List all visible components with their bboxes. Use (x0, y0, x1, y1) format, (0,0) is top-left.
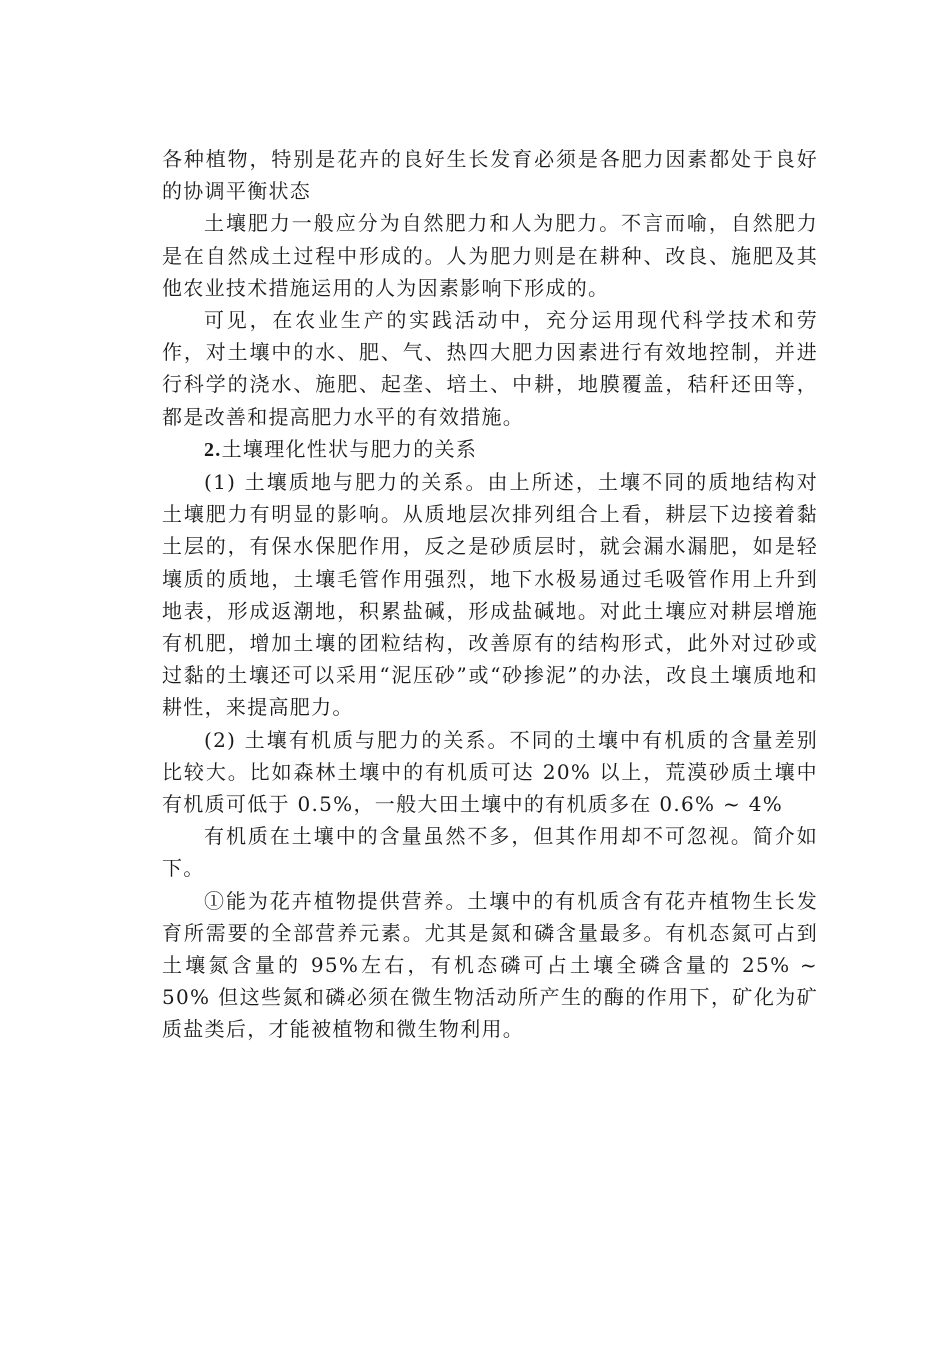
body-text (162, 143, 818, 1046)
paragraph-1: 各种植物，特别是花卉的良好生长发育必须是各肥力因素都处于良好的协调平衡状态 (162, 147, 818, 204)
paragraph-5: (2) 土壤有机质与肥力的关系。不同的土壤中有机质的含量差别比较大。比如森林土壤中的有机质可达 20% 以上，荒漠砂质土壤中有机质可低于 0.5%，一般大田土壤中的有机质多在 0.6% ~ 4% (162, 727, 818, 817)
section-number: 2. (204, 438, 222, 461)
paragraph-4: (1) 土壤质地与肥力的关系。由上所述，土壤不同的质地结构对土壤肥力有明显的影响。从质地层次排列组合上看，耕层下边接着黏土层的，有保水保肥作用，反之是砂质层时，就会漏水漏肥，如是轻壤质的质地，土壤毛管作用强烈，地下水极易通过毛吸管作用上升到地表，形成返潮地，积累盐碱，形成盐碱地。对此土壤应对耕层增施有机肥，增加土壤的团粒结构，改善原有的结构形式，此外对过砂或过黏的土壤还可以采用“泥压砂”或“砂掺泥”的办法，改良土壤质地和耕性，来提高肥力。 (162, 470, 818, 720)
section-heading (162, 433, 818, 466)
section-title: 土壤理化性状与肥力的关系 (221, 436, 478, 461)
paragraph-7: ①能为花卉植物提供营养。土壤中的有机质含有花卉植物生长发育所需要的全部营养元素。尤其是氮和磷含量最多。有机态氮可占到土壤氮含量的 95%左右，有机态磷可占土壤全磷含量的 25% ~ 50% 但这些氮和磷必须在微生物活动所产生的酶的作用下，矿化为矿质盐类后，才能被植物和微生物利用。 (162, 888, 818, 1042)
paragraph-2: 土壤肥力一般应分为自然肥力和人为肥力。不言而喻，自然肥力是在自然成土过程中形成的。人为肥力则是在耕种、改良、施肥及其他农业技术措施运用的人为因素影响下形成的。 (162, 211, 818, 300)
paragraph-3: 可见，在农业生产的实践活动中，充分运用现代科学技术和劳作，对土壤中的水、肥、气、热四大肥力因素进行有效地控制，并进行科学的浇水、施肥、起垄、培土、中耕，地膜覆盖，秸秆还田等，都是改善和提高肥力水平的有效措施。 (162, 308, 818, 429)
paragraph-6: 有机质在土壤中的含量虽然不多，但其作用却不可忽视。简介如下。 (162, 824, 818, 881)
